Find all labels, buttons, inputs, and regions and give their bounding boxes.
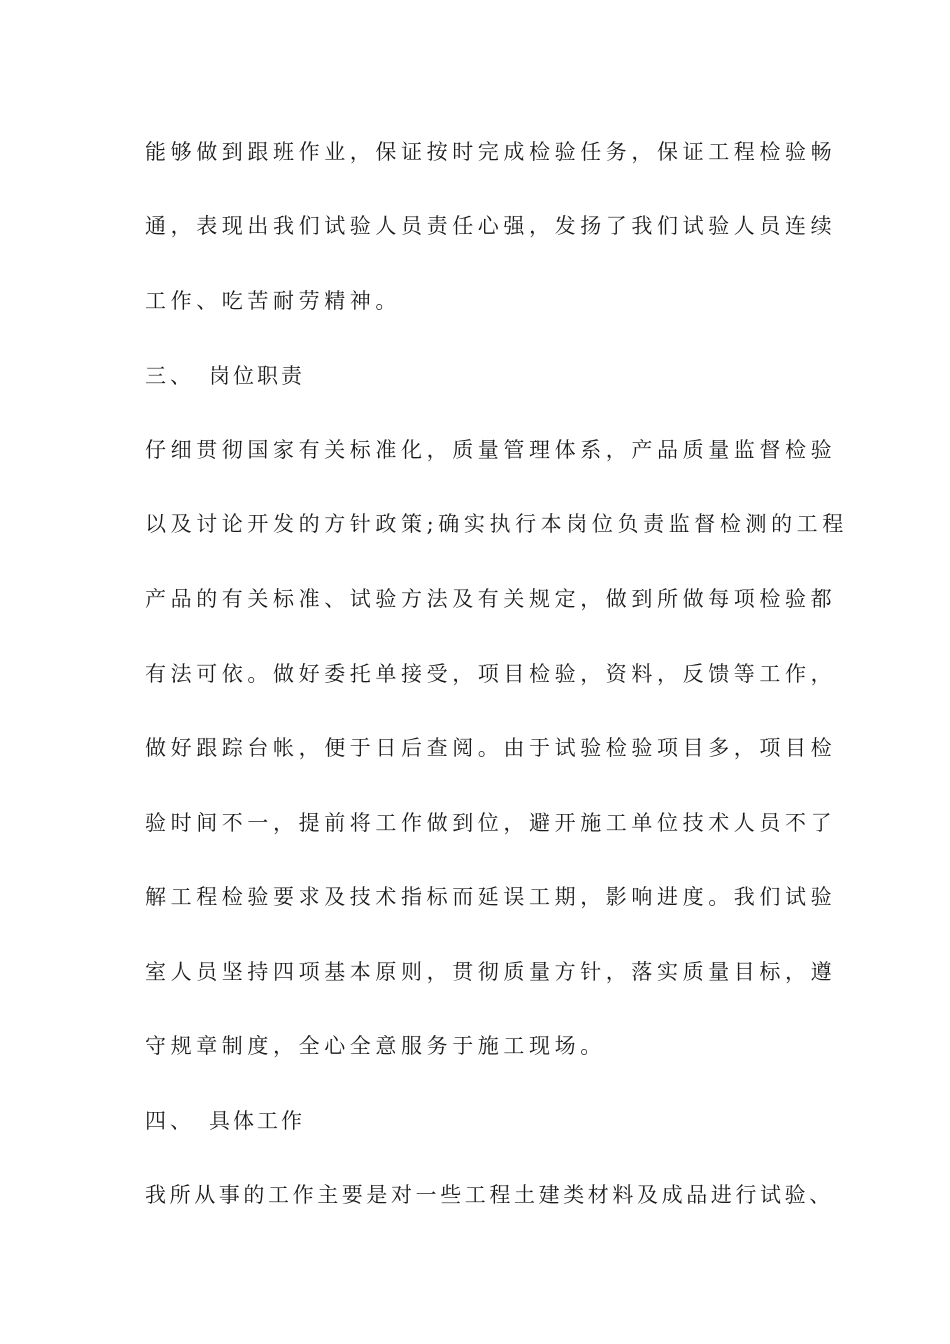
paragraph-line: 有法可依。做好委托单接受，项目检验，资料，反馈等工作， [145,662,837,686]
paragraph-line: 产品的有关标准、试验方法及有关规定，做到所做每项检验都 [145,587,837,611]
section-title: 具体工作 [209,1109,305,1133]
paragraph-line: 验时间不一，提前将工作做到位，避开施工单位技术人员不了 [145,811,837,835]
paragraph-line: 室人员坚持四项基本原则，贯彻质量方针，落实质量目标，遵 [145,960,837,984]
paragraph-line: 工作、吃苦耐劳精神。 [145,289,401,313]
paragraph-line: 能够做到跟班作业，保证按时完成检验任务，保证工程检验畅 [145,140,837,164]
paragraph-line: 解工程检验要求及技术指标而延误工期，影响进度。我们试验 [145,885,837,909]
paragraph-line: 通，表现出我们试验人员责任心强，发扬了我们试验人员连续 [145,214,837,238]
paragraph-line: 以及讨论开发的方针政策;确实执行本岗位负责监督检测的工程 [145,512,848,536]
section-number: 三、 [145,364,195,388]
section-heading-4 [145,1106,305,1136]
paragraph-line: 做好跟踪台帐，便于日后查阅。由于试验检验项目多，项目检 [145,736,837,760]
paragraph-line: 守规章制度，全心全意服务于施工现场。 [145,1034,606,1058]
section-title: 岗位职责 [209,364,305,388]
section-number: 四、 [145,1109,195,1133]
section-heading-3 [145,361,305,391]
paragraph-line: 我所从事的工作主要是对一些工程土建类材料及成品进行试验、 [145,1183,834,1207]
paragraph-line: 仔细贯彻国家有关标准化，质量管理体系，产品质量监督检验 [145,438,837,462]
